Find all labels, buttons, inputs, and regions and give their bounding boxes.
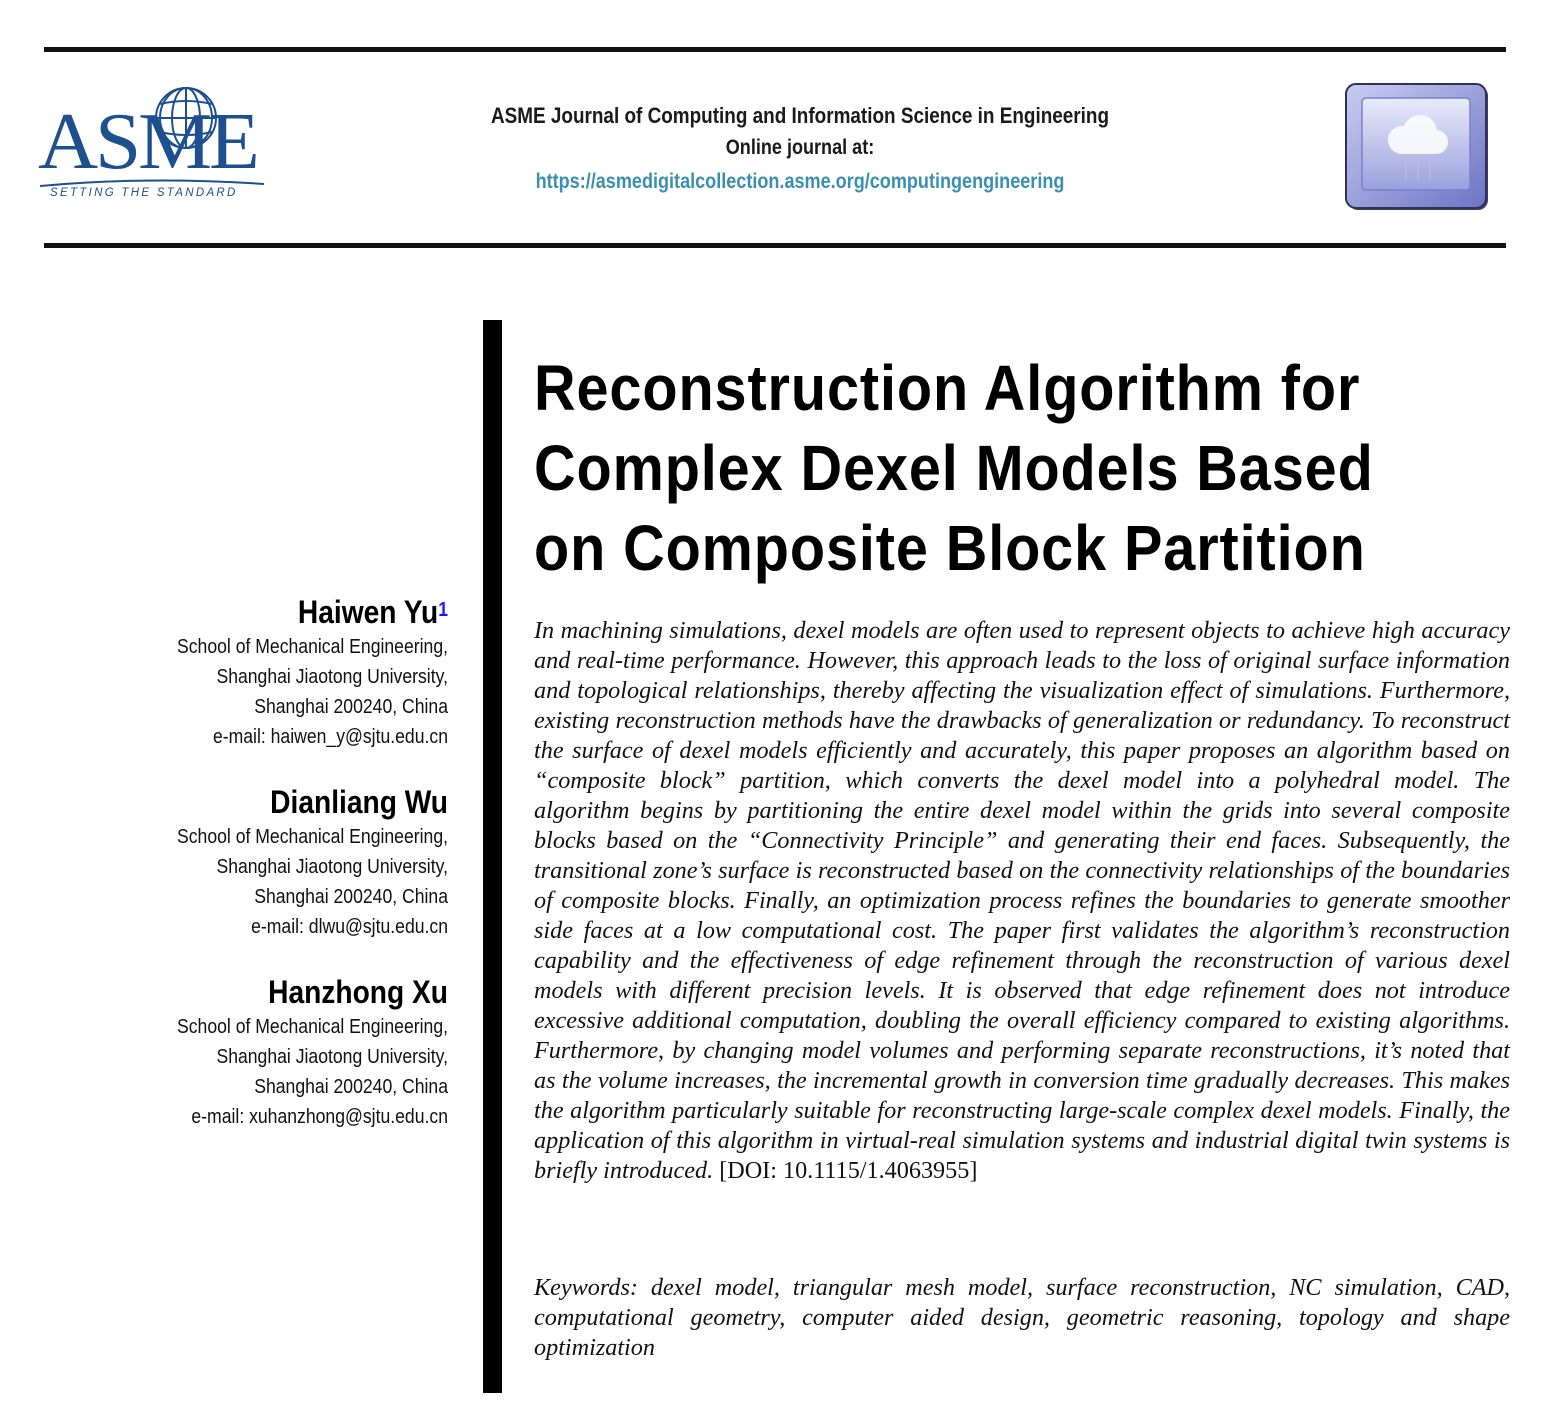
paper-title: Reconstruction Algorithm for Complex Dexel Models Based on Composite Block Partition bbox=[534, 352, 1374, 584]
header-top-rule bbox=[44, 47, 1506, 52]
title-vertical-bar bbox=[483, 320, 502, 1393]
abstract bbox=[534, 616, 1510, 1186]
author-block bbox=[48, 972, 448, 1132]
author-name: Hanzhong Xu bbox=[268, 974, 448, 1010]
asme-logo bbox=[38, 80, 270, 210]
author-affiliation: School of Mechanical Engineering, bbox=[176, 636, 449, 658]
monitor-cloud-icon bbox=[1344, 82, 1492, 216]
author-email[interactable]: e-mail: xuhanzhong@sjtu.edu.cn bbox=[191, 1106, 448, 1128]
author-affiliation: Shanghai Jiaotong University, bbox=[216, 856, 448, 878]
author-footnote[interactable]: 1 bbox=[438, 599, 448, 621]
journal-url-link[interactable]: https://asmedigitalcollection.asme.org/computingengineering bbox=[535, 170, 1065, 193]
author-block bbox=[48, 782, 448, 942]
journal-name: ASME Journal of Computing and Information Science in Engineering bbox=[490, 103, 1110, 128]
asme-tagline: SETTING THE STANDARD bbox=[50, 187, 238, 199]
author-affiliation: School of Mechanical Engineering, bbox=[176, 1016, 449, 1038]
doi-link[interactable]: [DOI: 10.1115/1.4063955] bbox=[719, 1157, 978, 1184]
author-affiliation: Shanghai 200240, China bbox=[254, 886, 448, 908]
author-affiliation: Shanghai Jiaotong University, bbox=[216, 666, 448, 688]
asme-wordmark: ASME bbox=[38, 98, 257, 186]
keywords: Keywords: dexel model, triangular mesh model, surface reconstruction, NC simulation, CAD, computational geometry, computer aided design, geometric reasoning, topology and shape optimization bbox=[534, 1274, 1510, 1361]
author-email[interactable]: e-mail: dlwu@sjtu.edu.cn bbox=[251, 916, 448, 938]
author-affiliation: Shanghai Jiaotong University, bbox=[216, 1046, 448, 1068]
journal-header bbox=[456, 101, 1144, 197]
author-block bbox=[48, 592, 448, 752]
abstract-text: In machining simulations, dexel models are often used to represent objects to achieve high accuracy and real-time performance. However, this approach leads to the loss of original surface information and topological relationships, thereby affecting the visualization effect of simulations. Furthermore, existing reconstruction methods have the drawbacks of generalization or redundancy. To reconstruct the surface of dexel models efficiently and accurately, this paper proposes an algorithm based on “composite block” partition, which converts the dexel model into a polyhedral model. The algorithm begins by partitioning the entire dexel model within the grids into several composite blocks based on the “Connectivity Principle” and generating their end faces. Subsequently, the transitional zone’s surface is reconstructed based on the connectivity relationships of the boundaries of composite blocks. Finally, an optimization process refines the boundaries to generate smoother side faces at a low computational cost. The paper first validates the algorithm’s reconstruction capability and the effectiveness of edge refinement through the reconstruction of various dexel models with different precision levels. It is observed that edge refinement does not introduce excessive additional computation, doubling the overall efficiency compared to existing algorithms. Furthermore, by changing model volumes and performing separate reconstructions, it’s noted that as the volume increases, the incremental growth in conversion time gradually decreases. This makes the algorithm particularly suitable for reconstructing large-scale complex dexel models. Finally, the application of this algorithm in virtual-real simulation systems and industrial digital twin systems is briefly introduced. bbox=[534, 617, 1510, 1184]
header-bottom-rule bbox=[44, 243, 1506, 248]
author-name: Dianliang Wu bbox=[270, 784, 448, 820]
author-affiliation: Shanghai 200240, China bbox=[254, 1076, 448, 1098]
author-list bbox=[48, 592, 448, 1148]
online-journal-label: Online journal at: bbox=[725, 136, 875, 159]
author-name: Haiwen Yu$^1$ bbox=[297, 594, 448, 630]
author-email[interactable]: e-mail: haiwen_y@sjtu.edu.cn bbox=[212, 726, 448, 748]
author-affiliation: Shanghai 200240, China bbox=[254, 696, 448, 718]
author-affiliation: School of Mechanical Engineering, bbox=[176, 826, 449, 848]
